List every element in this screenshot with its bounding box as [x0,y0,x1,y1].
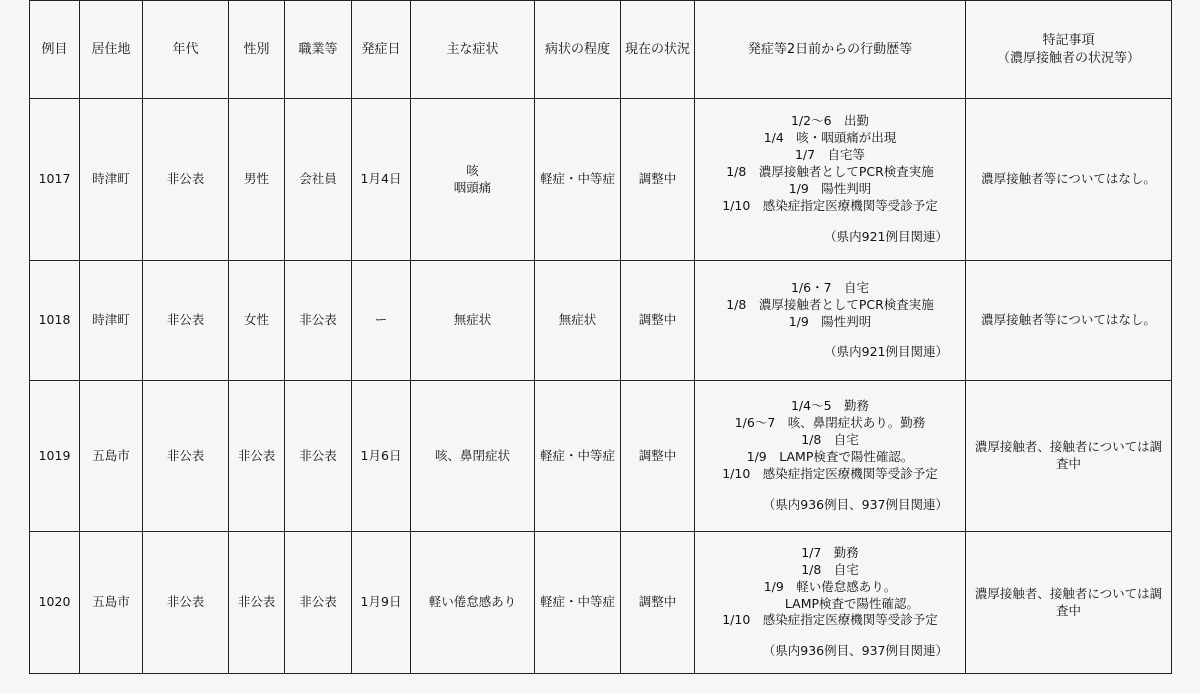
symptoms [411,99,535,261]
current-status: 調整中 [621,99,695,261]
severity: 軽症・中等症 [535,381,621,532]
onset-date: 1月6日 [352,381,411,532]
history-line: 1/6・7 自宅 [790,279,870,295]
history-line: 1/8 濃厚接触者としてPCR検査実施 [726,164,934,180]
onset-date: ー [352,261,411,381]
special-notes: 濃厚接触者、接触者については調査中 [966,381,1172,532]
related-cases: （県内936例目、937例目関連） [762,496,948,512]
table-row [30,532,1172,674]
symptoms: 無症状 [411,261,535,381]
header-onset: 発症日 [352,1,411,99]
related-cases: （県内921例目関連） [824,344,948,360]
header-history: 発症等2日前からの行動歴等 [695,1,966,99]
severity: 軽症・中等症 [535,532,621,674]
related-cases: （県内936例目、937例目関連） [762,643,948,659]
current-status: 調整中 [621,261,695,381]
symptoms-line: 咽頭痛 [453,179,492,195]
age: 非公表 [143,99,229,261]
severity: 軽症・中等症 [535,99,621,261]
header-notes-line2: （濃厚接触者の状況等） [996,50,1140,66]
case-no: 1019 [30,381,80,532]
history-line: 1/6～7 咳、鼻閉症状あり。勤務 [734,415,926,431]
onset-date: 1月9日 [352,532,411,674]
special-notes: 濃厚接触者、接触者については調査中 [966,532,1172,674]
history-line: 1/4 咳・咽頭痛が出現 [763,130,897,146]
header-notes-line1: 特記事項 [1042,32,1095,48]
residence: 五島市 [80,381,143,532]
history-line: 1/9 陽性判明 [788,313,872,329]
symptoms: 咳、鼻閉症状 [411,381,535,532]
history-line: 1/10 感染症指定医療機関等受診予定 [722,612,938,628]
residence: 五島市 [80,532,143,674]
occupation: 非公表 [285,261,352,381]
sex: 男性 [229,99,285,261]
case-no: 1017 [30,99,80,261]
header-status: 現在の状況 [621,1,695,99]
sex: 非公表 [229,381,285,532]
age: 非公表 [143,381,229,532]
table-row [30,99,1172,261]
residence: 時津町 [80,99,143,261]
history-line: 1/10 感染症指定医療機関等受診予定 [722,465,938,481]
activity-history [695,99,966,261]
header-sex: 性別 [229,1,285,99]
residence: 時津町 [80,261,143,381]
history-line: 1/9 陽性判明 [788,180,872,196]
header-symptoms: 主な症状 [411,1,535,99]
header-occupation: 職業等 [285,1,352,99]
header-case-no: 例目 [30,1,80,99]
history-line: 1/7 自宅等 [794,147,866,163]
onset-date: 1月4日 [352,99,411,261]
cases-table [29,0,1172,674]
table-row [30,381,1172,532]
header-age: 年代 [143,1,229,99]
history-line: 1/10 感染症指定医療機関等受診予定 [722,197,938,213]
symptoms-line: 咳 [466,162,479,178]
header-severity: 病状の程度 [535,1,621,99]
header-notes [966,1,1172,99]
occupation: 非公表 [285,381,352,532]
case-no: 1018 [30,261,80,381]
history-line: 1/7 勤務 [801,544,859,560]
special-notes: 濃厚接触者等についてはなし。 [966,261,1172,381]
history-line: 1/2～6 出勤 [790,113,870,129]
related-cases: （県内921例目関連） [824,228,948,244]
history-line: 1/9 軽い倦怠感あり。 [763,578,897,594]
history-line: 1/8 濃厚接触者としてPCR検査実施 [726,296,934,312]
history-line: 1/8 自宅 [801,432,859,448]
table-row [30,261,1172,381]
occupation: 会社員 [285,99,352,261]
header-residence: 居住地 [80,1,143,99]
activity-history [695,261,966,381]
case-no: 1020 [30,532,80,674]
severity: 無症状 [535,261,621,381]
occupation: 非公表 [285,532,352,674]
history-line: 1/8 自宅 [801,561,859,577]
current-status: 調整中 [621,381,695,532]
history-line: 1/9 LAMP検査で陽性確認。 [746,449,914,464]
sex: 女性 [229,261,285,381]
symptoms: 軽い倦怠感あり [411,532,535,674]
special-notes: 濃厚接触者等についてはなし。 [966,99,1172,261]
activity-history [695,532,966,674]
header-row [30,1,1172,99]
sex: 非公表 [229,532,285,674]
current-status: 調整中 [621,532,695,674]
activity-history [695,381,966,532]
history-line: 1/4～5 勤務 [790,398,870,414]
history-line: LAMP検査で陽性確認。 [784,595,920,611]
age: 非公表 [143,532,229,674]
age: 非公表 [143,261,229,381]
